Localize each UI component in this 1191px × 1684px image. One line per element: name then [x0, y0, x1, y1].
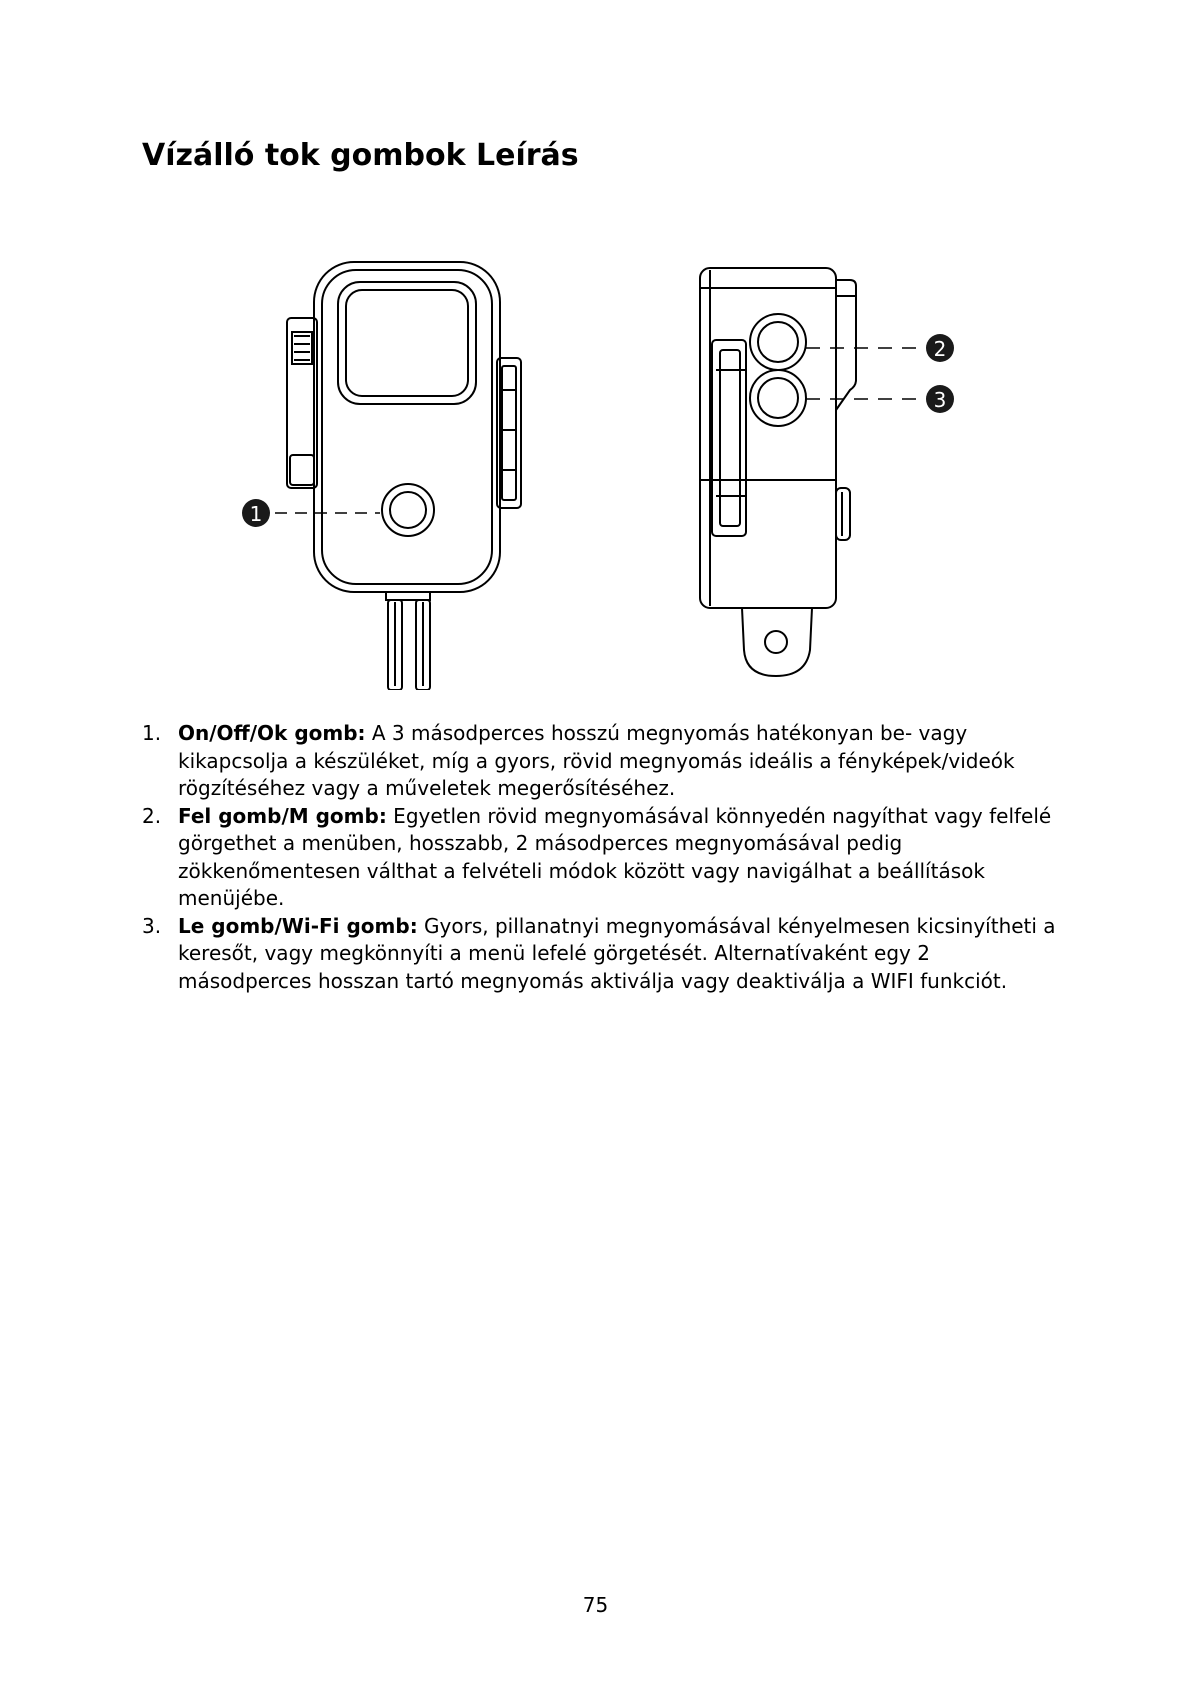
list-item-number: 2.: [142, 803, 162, 828]
waterproof-case-diagram: [0, 240, 1191, 690]
callout-1-label: 1: [249, 502, 263, 526]
list-item-number: 1.: [142, 721, 162, 745]
page-number: 75: [582, 1593, 609, 1617]
list-item: [142, 720, 1062, 803]
callout-2-label: 2: [933, 337, 947, 361]
list-item-term: Fel gomb/M gomb:: [178, 803, 387, 828]
list-item-number: 3.: [142, 913, 162, 938]
list-item-term: On/Off/Ok gomb:: [178, 721, 366, 745]
case-side-view: [700, 268, 922, 676]
callout-3-label: 3: [933, 388, 947, 412]
page-title: Vízálló tok gombok Leírás: [142, 138, 579, 173]
list-item-text: Egyetlen rövid megnyomásával könnyedén nagyíthat vagy felfelé görgethet a menüben, hosszabb, 2 másodperces megnyomásával pedig zökkenőmentesen válthat a felvételi módok között vagy navigálhat a beállítások menüjébe.: [178, 803, 1052, 910]
list-item-term: Le gomb/Wi-Fi gomb:: [178, 913, 418, 938]
list-item-text: Gyors, pillanatnyi megnyomásával kényelmesen kicsinyítheti a keresőt, vagy megkönnyíti a menü lefelé görgetését. Alternatívaként egy 2 másodperces hosszan tartó megnyomás aktiválja vagy deaktiválja a WIFI funkciót.: [178, 913, 1056, 993]
list-item: [142, 913, 1062, 996]
list-item-text: A 3 másodperces hosszú megnyomás hatékonyan be- vagy kikapcsolja a készüléket, míg a gyors, rövid megnyomás ideális a fényképek/videók rögzítéséhez vagy a műveletek megerősítéséhez.: [178, 721, 1015, 800]
button-description-list: [142, 720, 1062, 995]
case-front-view: [275, 262, 521, 690]
list-item: [142, 803, 1062, 913]
